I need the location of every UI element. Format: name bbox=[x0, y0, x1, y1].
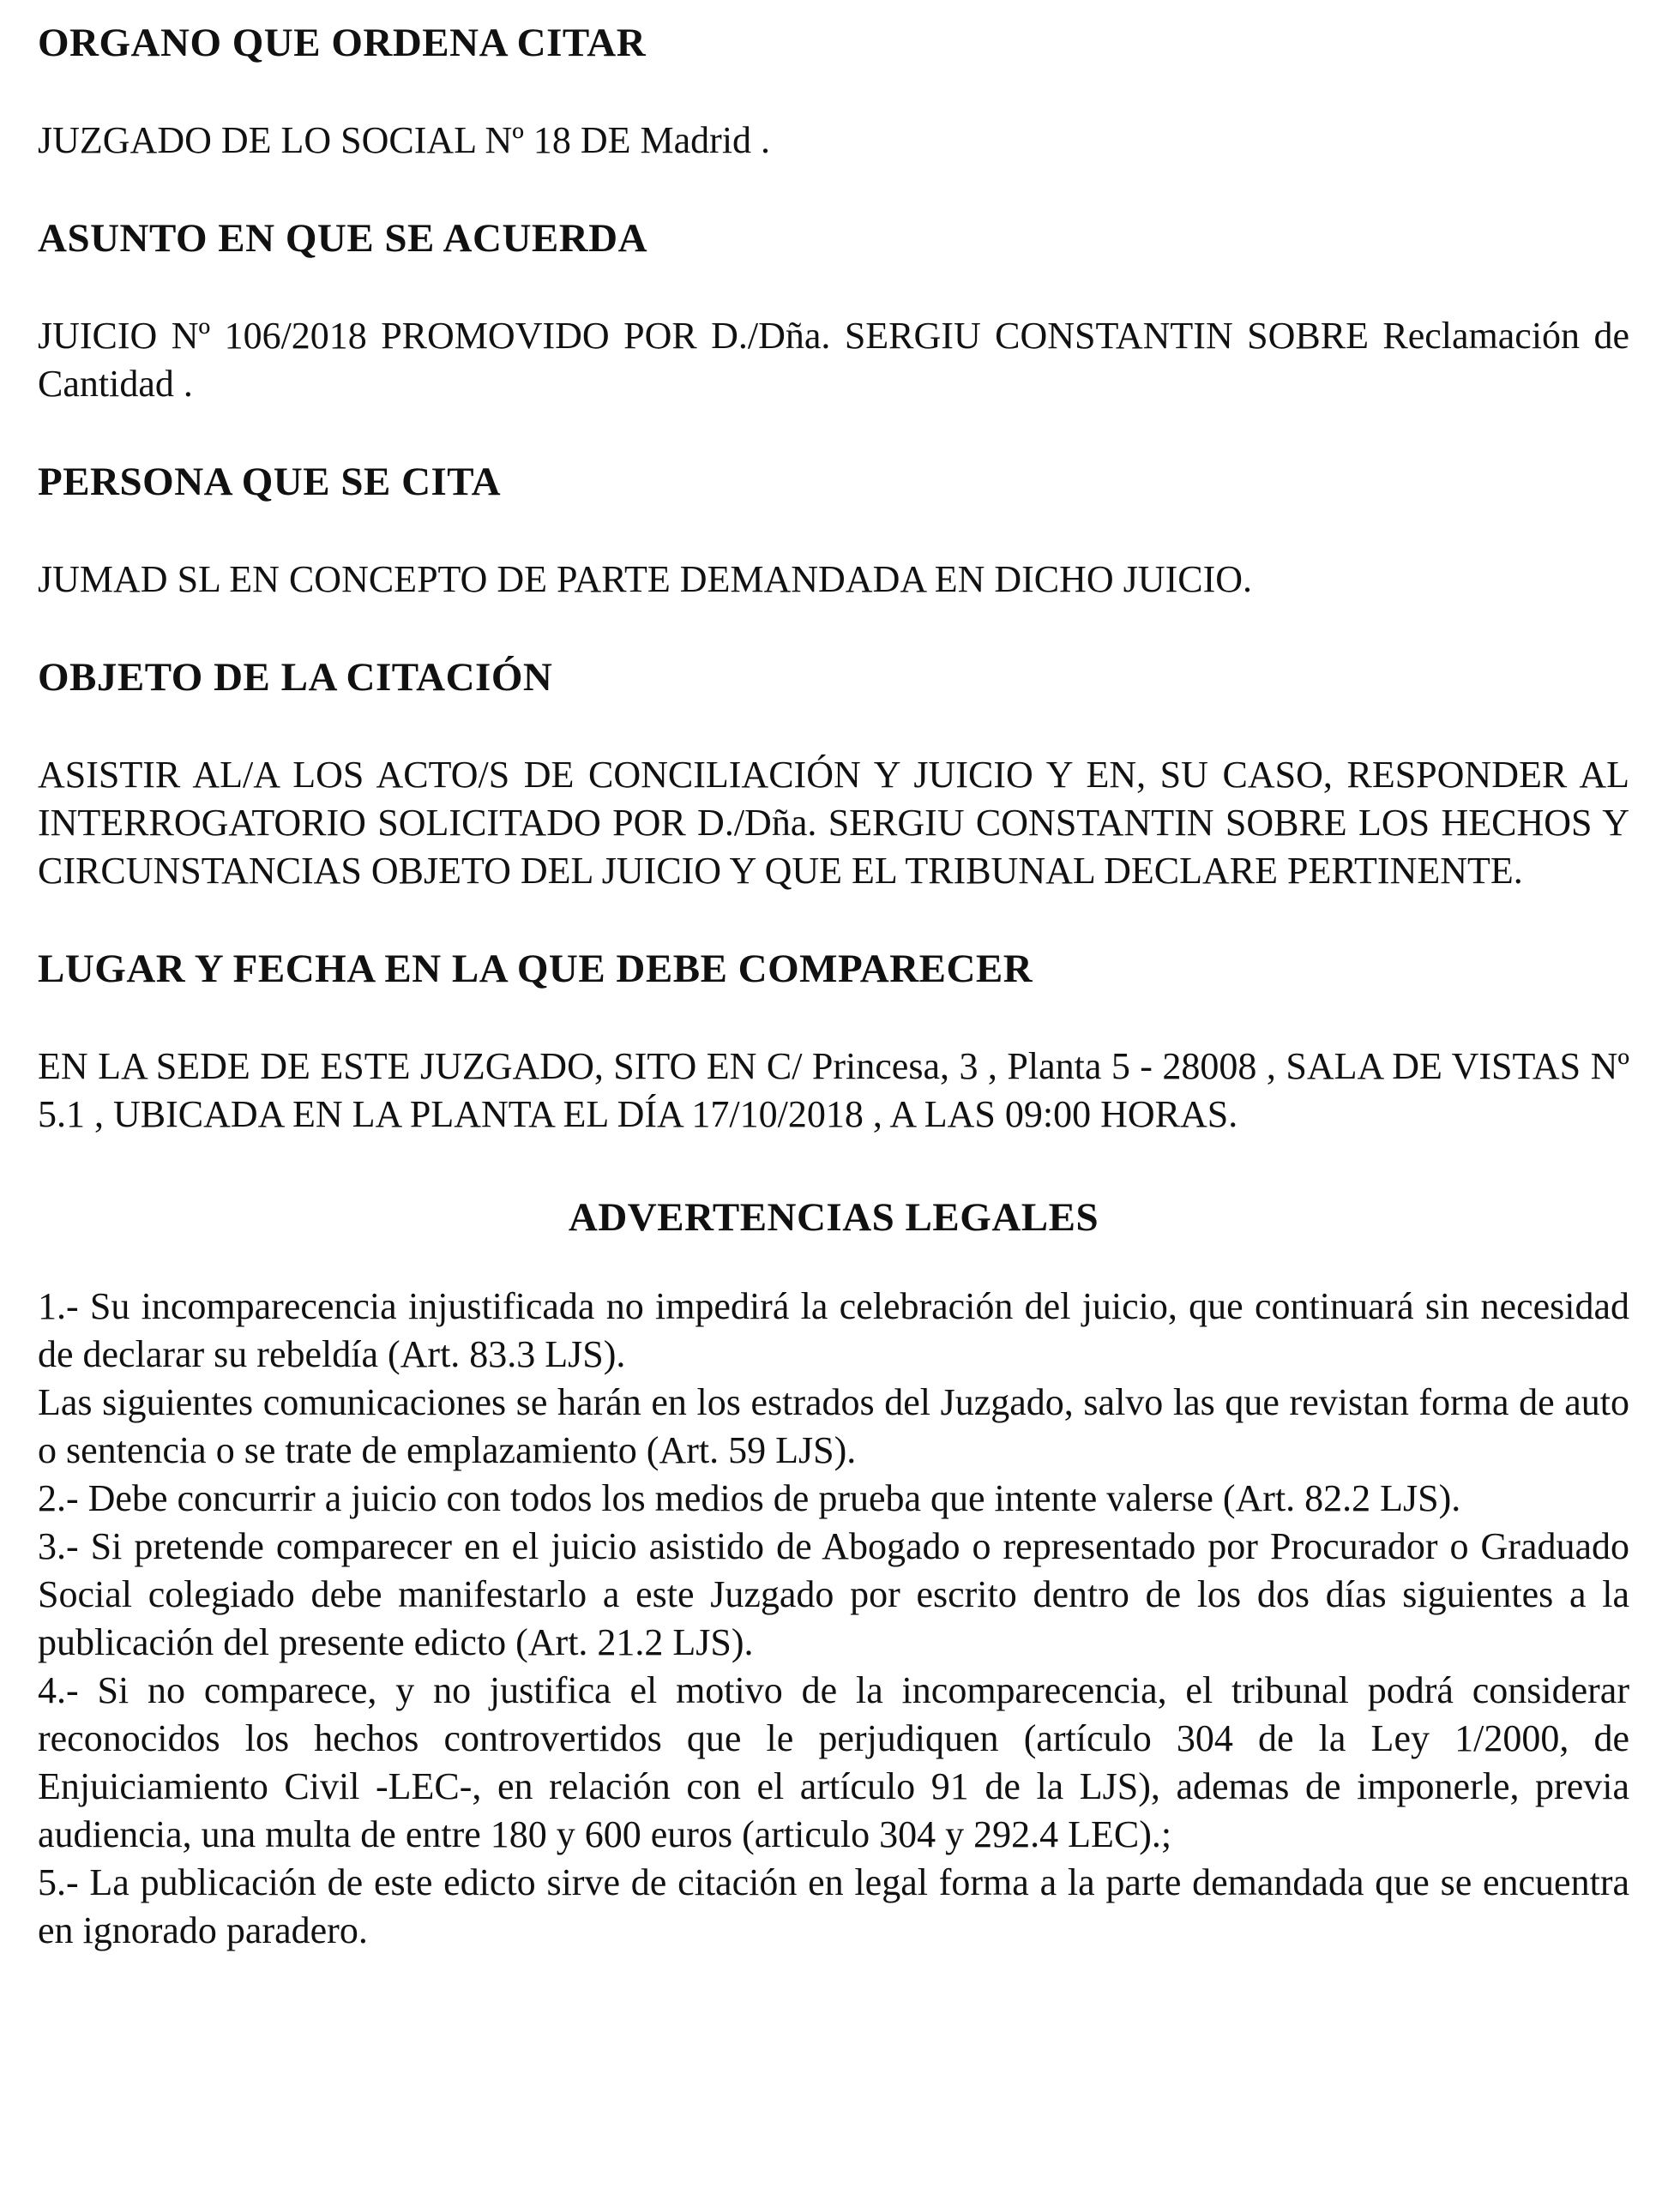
warning-item: 2.- Debe concurrir a juicio con todos los medios de prueba que intente valerse (Art. 82.2 LJS). bbox=[38, 1477, 1461, 1519]
warning-item: Las siguientes comunicaciones se harán en los estrados del Juzgado, salvo las que revistan forma de auto o sentencia o se trate de emplazamiento (Art. 59 LJS). bbox=[38, 1381, 1629, 1471]
document-page bbox=[38, 19, 1629, 1955]
warning-item: 1.- Su incomparecencia injustificada no impedirá la celebración del juicio, que continuará sin necesidad de declarar su rebeldía (Art. 83.3 LJS). bbox=[38, 1285, 1629, 1375]
warnings-title: ADVERTENCIAS LEGALES bbox=[568, 1195, 1099, 1240]
text-asunto: JUICIO Nº 106/2018 PROMOVIDO POR D./Dña. SERGIU CONSTANTIN SOBRE Reclamación de Cantidad . bbox=[38, 315, 1629, 405]
heading-lugar-fecha: LUGAR Y FECHA EN LA QUE DEBE COMPARECER bbox=[38, 947, 1033, 991]
heading-persona: PERSONA QUE SE CITA bbox=[38, 460, 502, 504]
text-objeto: ASISTIR AL/A LOS ACTO/S DE CONCILIACIÓN Y JUICIO Y EN, SU CASO, RESPONDER AL INTERROGATORIO SOLICITADO POR D./Dña. SERGIU CONSTANTIN SOBRE LOS HECHOS Y CIRCUNSTANCIAS OBJETO DEL JUICIO Y QUE EL TRIBUNAL DECLARE PERTINENTE. bbox=[38, 754, 1629, 892]
text-lugar-fecha: EN LA SEDE DE ESTE JUZGADO, SITO EN C/ Princesa, 3 , Planta 5 - 28008 , SALA DE VISTAS Nº 5.1 , UBICADA EN LA PLANTA EL DÍA 17/10/2018 , A LAS 09:00 HORAS. bbox=[38, 1045, 1629, 1135]
warning-item: 4.- Si no comparece, y no justifica el motivo de la incomparecencia, el tribunal podrá considerar reconocidos los hechos controvertidos que le perjudiquen (artículo 304 de la Ley 1/2000, de Enjuiciamiento Civil -LEC-, en relación con el artículo 91 de la LJS), ademas de imponerle, previa audiencia, una multa de entre 180 y 600 euros (articulo 304 y 292.4 LEC).; bbox=[38, 1669, 1629, 1855]
text-persona: JUMAD SL EN CONCEPTO DE PARTE DEMANDADA EN DICHO JUICIO. bbox=[38, 558, 1253, 600]
heading-asunto: ASUNTO EN QUE SE ACUERDA bbox=[38, 216, 648, 261]
warning-item: 5.- La publicación de este edicto sirve de citación en legal forma a la parte demandada que se encuentra en ignorado paradero. bbox=[38, 1861, 1629, 1951]
text-organo: JUZGADO DE LO SOCIAL Nº 18 DE Madrid . bbox=[38, 119, 771, 161]
warning-item: 3.- Si pretende comparecer en el juicio asistido de Abogado o representado por Procurador o Graduado Social colegiado debe manifestarlo a este Juzgado por escrito dentro de los dos días siguientes a la publicación del presente edicto (Art. 21.2 LJS). bbox=[38, 1525, 1629, 1663]
warnings-list bbox=[38, 1283, 1629, 1955]
heading-organo: ORGANO QUE ORDENA CITAR bbox=[38, 21, 647, 65]
heading-objeto: OBJETO DE LA CITACIÓN bbox=[38, 655, 553, 700]
